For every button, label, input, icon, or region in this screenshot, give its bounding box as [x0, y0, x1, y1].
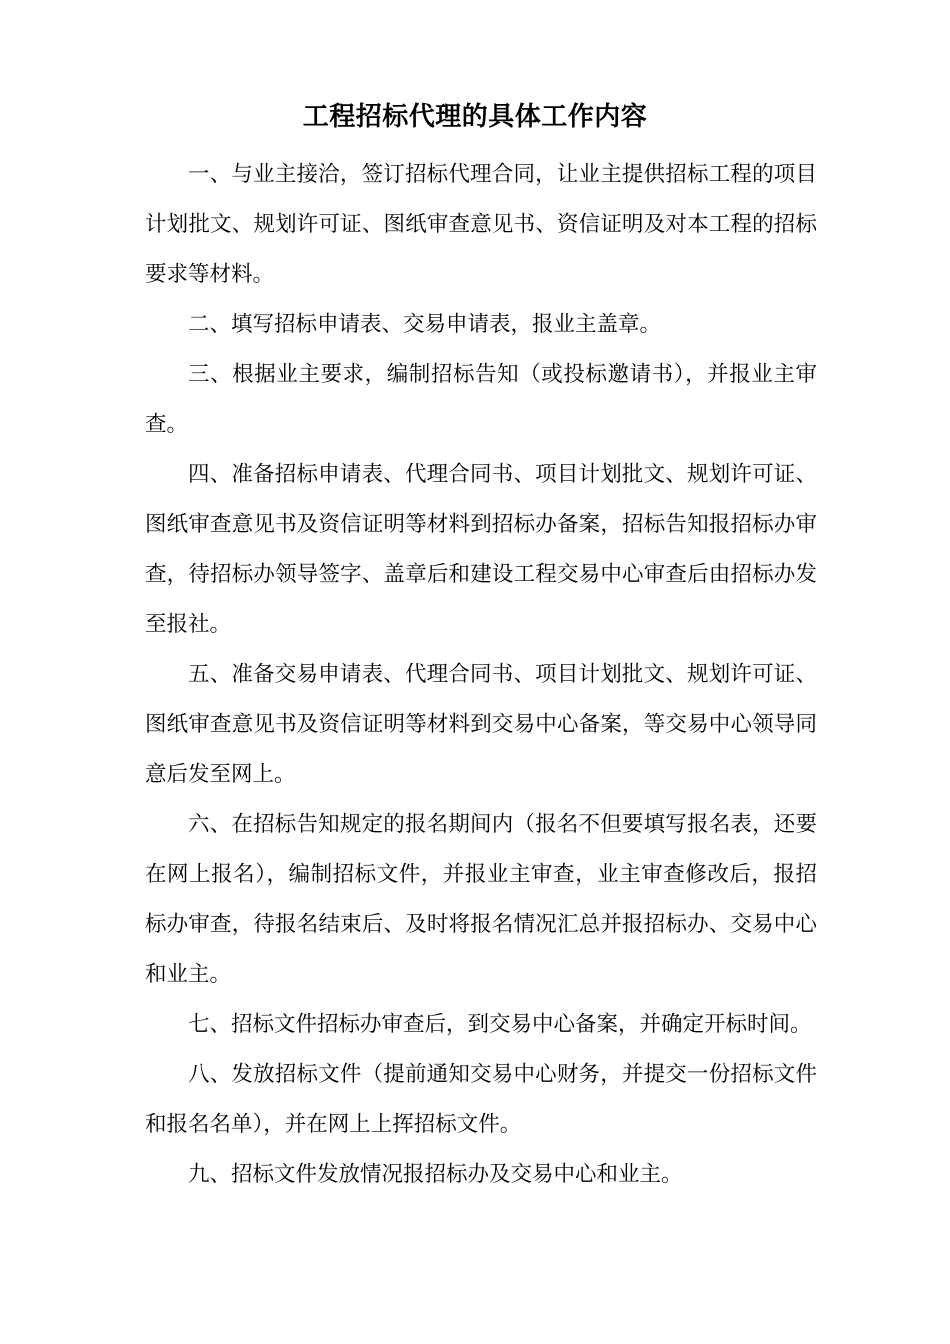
paragraph-8: 八、发放招标文件（提前通知交易中心财务，并提交一份招标文件和报名名单），并在网上上挥招标文件。	[145, 1062, 817, 1137]
document-body	[145, 150, 817, 1200]
paragraph-2: 二、填写招标申请表、交易申请表，报业主盖章。	[188, 312, 662, 337]
paragraph-6: 六、在招标告知规定的报名期间内（报名不但要填写报名表，还要在网上报名），编制招标文件，并报业主审查，业主审查修改后，报招标办审查，待报名结束后、及时将报名情况汇总并报招标办、交易中心和业主。	[145, 812, 817, 987]
paragraph-4: 四、准备招标申请表、代理合同书、项目计划批文、规划许可证、图纸审查意见书及资信证明等材料到招标办备案，招标告知报招标办审查，待招标办领导签字、盖章后和建设工程交易中心审查后由招标办发至报社。	[145, 462, 817, 637]
paragraph-7: 七、招标文件招标办审查后，到交易中心备案，并确定开标时间。	[188, 1012, 812, 1037]
paragraph-5: 五、准备交易申请表、代理合同书、项目计划批文、规划许可证、图纸审查意见书及资信证明等材料到交易中心备案，等交易中心领导同意后发至网上。	[145, 662, 817, 787]
paragraph-3: 三、根据业主要求，编制招标告知（或投标邀请书），并报业主审查。	[145, 362, 817, 437]
document-title: 工程招标代理的具体工作内容	[302, 102, 648, 132]
paragraph-9: 九、招标文件发放情况报招标办及交易中心和业主。	[188, 1162, 683, 1187]
paragraph-1: 一、与业主接洽，签订招标代理合同，让业主提供招标工程的项目计划批文、规划许可证、图纸审查意见书、资信证明及对本工程的招标要求等材料。	[145, 162, 817, 287]
